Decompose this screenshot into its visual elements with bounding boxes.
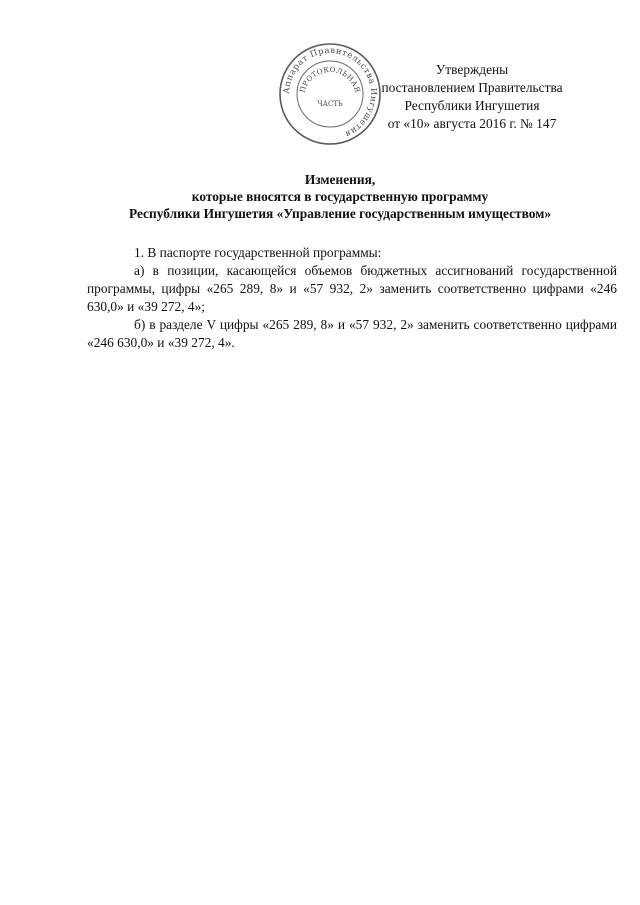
approval-line-3: Республики Ингушетия (404, 98, 540, 113)
title-line-2: которые вносятся в государственную программу (191, 189, 489, 204)
svg-text:ПРОТОКОЛЬНАЯ (298, 65, 363, 94)
document-body (87, 244, 617, 352)
item-1: 1. В паспорте государственной программы: (134, 245, 382, 260)
title-line-1: Изменения, (304, 172, 376, 187)
svg-text:Аппарат Правительства Ингушети (281, 45, 379, 140)
stamp-outer-text: Аппарат Правительства Ингушетия (280, 44, 380, 140)
document-title (60, 171, 620, 222)
stamp-outer-ring (280, 44, 380, 144)
title-line-3: Республики Ингушетия «Управление государственным имуществом» (128, 206, 552, 221)
approval-line-4: от «10» августа 2016 г. № 147 (387, 116, 557, 131)
stamp-inner-top-text: ПРОТОКОЛЬНАЯ (297, 64, 363, 94)
approval-line-1: Утверждены (435, 62, 509, 77)
stamp-center-text: ЧАСТЬ (317, 100, 343, 108)
approval-block (372, 61, 572, 133)
protocol-stamp (278, 42, 382, 146)
approval-line-2: постановлением Правительства (381, 80, 563, 95)
item-a: а) в позиции, касающейся объемов бюджетных ассигнований государственной программы, цифры «265 289, 8» и «57 932, 2» заменить соответственно цифрами «246 630,0» и «39 272, 4»; (87, 263, 617, 314)
item-b: б) в разделе V цифры «265 289, 8» и «57 932, 2» заменить соответственно цифрами «246 630,0» и «39 272, 4». (87, 317, 617, 350)
